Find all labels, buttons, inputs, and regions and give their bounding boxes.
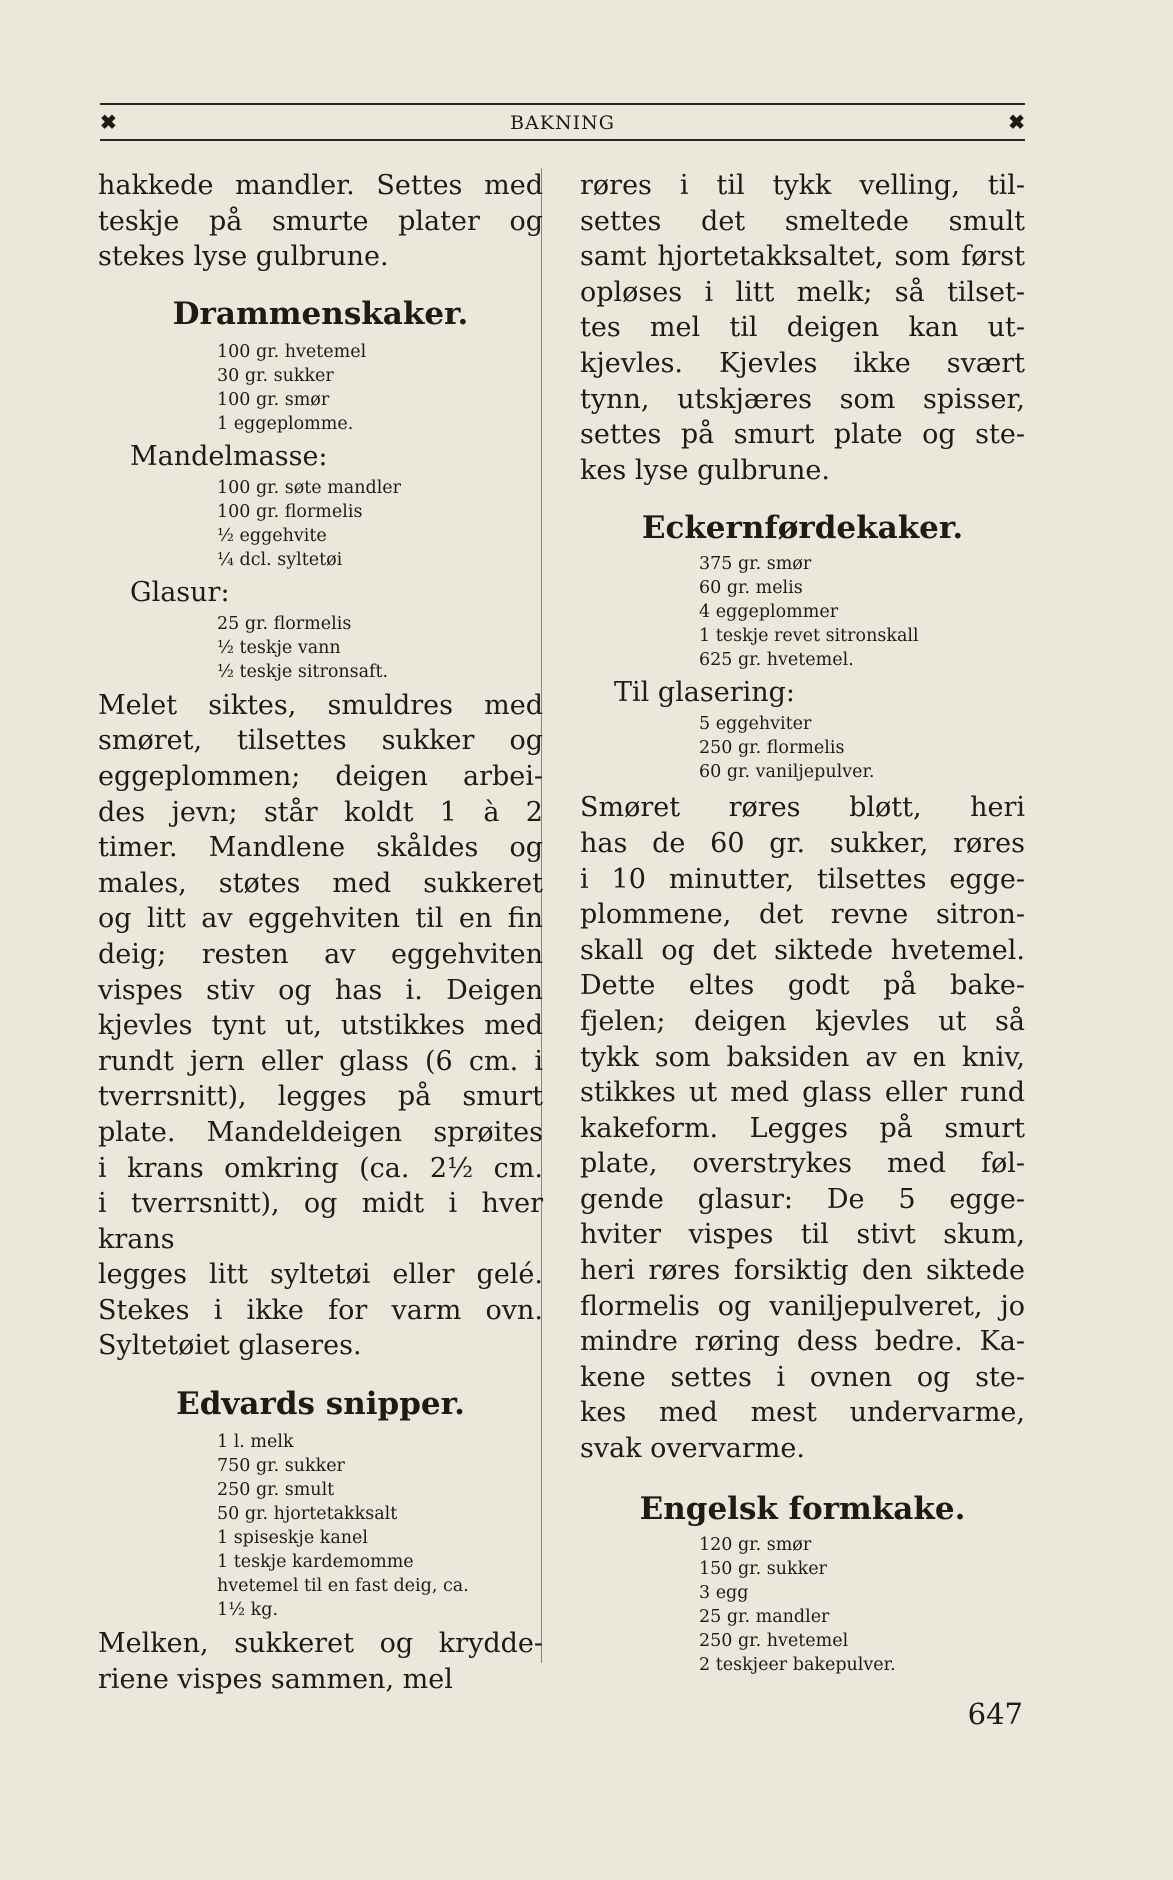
text-line: plommene, det revne sitron-: [580, 899, 1025, 931]
ingredient-line: 250 gr. flormelis: [699, 738, 845, 759]
glasur-ingredients: [98, 612, 543, 684]
header-rule-top: [100, 103, 1025, 105]
ingredient-line: 1 teskje kardemomme: [217, 1552, 414, 1573]
ingredient-line: ½ teskje vann: [217, 637, 341, 658]
left-column: [98, 168, 543, 1697]
ingredient-line: 4 eggeplommer: [699, 602, 839, 623]
text-line: heri røres forsiktig den siktede: [580, 1255, 1025, 1287]
text-line: røres i til tykk velling, til-: [580, 170, 1025, 201]
text-line: tverrsnitt), legges på smurt: [98, 1081, 543, 1113]
ingredient-line: 1 spiseskje kanel: [217, 1528, 369, 1549]
ingredient-line: ½ eggehvite: [217, 525, 327, 546]
ingredient-line: 150 gr. sukker: [699, 1558, 827, 1579]
ingredient-line: 100 gr. smør: [217, 389, 330, 410]
text-line: opløses i litt melk; så tilset-: [580, 276, 1025, 308]
text-line: i 10 minutter, tilsettes egge-: [580, 863, 1025, 895]
text-line: i krans omkring (ca. 2½ cm.: [98, 1152, 543, 1184]
ingredient-line: 25 gr. mandler: [699, 1606, 830, 1627]
ingredient-line: 25 gr. flormelis: [217, 613, 352, 634]
text-line: legges litt syltetøi eller gelé.: [98, 1259, 543, 1291]
text-line: tynn, utskjæres som spisser,: [580, 383, 1025, 415]
eckernfordekaker-ingredients: [580, 552, 1025, 672]
text-line: kakeform. Legges på smurt: [580, 1112, 1025, 1144]
text-line: hakkede mandler. Settes med: [98, 170, 543, 201]
ingredient-line: 1 l. melk: [217, 1432, 294, 1453]
page-number: 647: [967, 1697, 1023, 1731]
ingredient-line: 1 eggeplomme.: [217, 413, 354, 434]
header-ornament-right: ✖: [1008, 110, 1025, 134]
drammenskaker-ingredients: [98, 340, 543, 436]
text-line: riene vispes sammen, mel: [98, 1663, 453, 1695]
header-ornament-left: ✖: [100, 110, 117, 134]
edvards-snipper-method: [98, 1626, 543, 1697]
text-line: vispes stiv og has i. Deigen: [98, 974, 543, 1006]
text-line: Stekes i ikke for varm ovn.: [98, 1294, 543, 1326]
text-line: skall og det siktede hvetemel.: [580, 934, 1025, 966]
recipe-title-eckernfordekaker: Eckernførdekaker.: [641, 510, 964, 547]
ingredient-line: 250 gr. smult: [217, 1480, 335, 1501]
ingredient-line: 1½ kg.: [217, 1600, 279, 1621]
text-line: Syltetøiet glaseres.: [98, 1330, 362, 1362]
ingredient-line: 100 gr. hvetemel: [217, 341, 367, 362]
ingredient-line: 120 gr. smør: [699, 1534, 812, 1555]
left-intro-paragraph: [98, 168, 543, 275]
mandelmasse-ingredients: [98, 476, 543, 572]
eckernfordekaker-method: [580, 790, 1025, 1466]
drammenskaker-method: [98, 688, 543, 1364]
ingredient-line: 60 gr. melis: [699, 578, 803, 599]
text-line: des jevn; står koldt 1 à 2: [98, 796, 543, 828]
recipe-title-drammenskaker: Drammenskaker.: [172, 295, 469, 332]
text-line: smøret, tilsettes sukker og: [98, 725, 543, 757]
text-line: deig; resten av eggehviten: [98, 938, 543, 970]
text-line: rundt jern eller glass (6 cm. i: [98, 1045, 543, 1077]
ingredient-line: 100 gr. søte mandler: [217, 477, 402, 498]
text-line: settes det smeltede smult: [580, 205, 1025, 237]
text-line: fjelen; deigen kjevles ut så: [580, 1005, 1025, 1037]
text-line: Dette eltes godt på bake-: [580, 970, 1025, 1002]
text-line: has de 60 gr. sukker, røres: [580, 827, 1025, 859]
right-intro-paragraph: [580, 168, 1025, 488]
text-line: i tverrsnitt), og midt i hver krans: [98, 1188, 543, 1255]
til-glasering-ingredients: [580, 712, 1025, 784]
ingredient-line: ½ teskje sitronsaft.: [217, 661, 389, 682]
text-line: teskje på smurte plater og: [98, 205, 543, 237]
ingredient-line: 625 gr. hvetemel.: [699, 650, 854, 671]
text-line: plate, overstrykes med føl-: [580, 1148, 1025, 1180]
text-line: og litt av eggehviten til en fin: [98, 903, 543, 935]
engelsk-formkake-ingredients: [580, 1533, 1025, 1677]
text-line: kene settes i ovnen og ste-: [580, 1361, 1025, 1393]
text-line: eggeplommen; deigen arbei-: [98, 760, 543, 792]
glasur-label: Glasur:: [130, 576, 230, 608]
recipe-title-edvards-snipper: Edvards snipper.: [176, 1386, 465, 1423]
edvards-snipper-ingredients: [98, 1430, 543, 1622]
text-line: samt hjortetakksaltet, som først: [580, 241, 1025, 273]
ingredient-line: hvetemel til en fast deig, ca.: [217, 1576, 469, 1597]
text-line: kes lyse gulbrune.: [580, 454, 830, 486]
ingredient-line: 5 eggehviter: [699, 714, 812, 735]
recipe-title-engelsk-formkake: Engelsk formkake.: [639, 1490, 966, 1527]
text-line: mindre røring dess bedre. Ka-: [580, 1326, 1025, 1358]
ingredient-line: 750 gr. sukker: [217, 1456, 345, 1477]
til-glasering-label: Til glasering:: [614, 677, 796, 709]
text-line: Smøret røres bløtt, heri: [580, 792, 1025, 824]
text-line: Melet siktes, smuldres med: [98, 689, 543, 721]
text-line: kjevles tynt ut, utstikkes med: [98, 1010, 543, 1042]
right-column: [580, 168, 1025, 1677]
ingredient-line: 100 gr. flormelis: [217, 501, 363, 522]
ingredient-line: 60 gr. vaniljepulver.: [699, 762, 875, 783]
mandelmasse-label: Mandelmasse:: [130, 440, 328, 472]
text-line: flormelis og vaniljepulveret, jo: [580, 1290, 1025, 1322]
ingredient-line: 250 gr. hvetemel: [699, 1630, 849, 1651]
text-line: plate. Mandeldeigen sprøites: [98, 1116, 543, 1148]
ingredient-line: ¼ dcl. syltetøi: [217, 549, 343, 570]
text-line: kjevles. Kjevles ikke svært: [580, 347, 1025, 379]
ingredient-line: 2 teskjeer bakepulver.: [699, 1654, 896, 1675]
ingredient-line: 50 gr. hjortetakksalt: [217, 1504, 398, 1525]
ingredient-line: 30 gr. sukker: [217, 365, 334, 386]
text-line: stekes lyse gulbrune.: [98, 241, 389, 273]
text-line: hviter vispes til stivt skum,: [580, 1219, 1025, 1251]
text-line: tes mel til deigen kan ut-: [580, 312, 1025, 344]
text-line: gende glasur: De 5 egge-: [580, 1183, 1025, 1215]
ingredient-line: 1 teskje revet sitronskall: [699, 626, 919, 647]
text-line: stikkes ut med glass eller rund: [580, 1077, 1025, 1109]
text-line: males, støtes med sukkeret: [98, 867, 543, 899]
text-line: kes med mest undervarme,: [580, 1397, 1025, 1429]
header-rule-bottom: [100, 139, 1025, 141]
text-line: settes på smurt plate og ste-: [580, 419, 1025, 451]
running-header: [100, 108, 1025, 138]
ingredient-line: 3 egg: [699, 1582, 749, 1603]
text-line: Melken, sukkeret og krydde-: [98, 1628, 543, 1660]
text-line: tykk som baksiden av en kniv,: [580, 1041, 1025, 1073]
header-title: BAKNING: [510, 112, 615, 134]
text-line: svak overvarme.: [580, 1433, 805, 1465]
text-line: timer. Mandlene skåldes og: [98, 832, 543, 864]
ingredient-line: 375 gr. smør: [699, 554, 812, 575]
